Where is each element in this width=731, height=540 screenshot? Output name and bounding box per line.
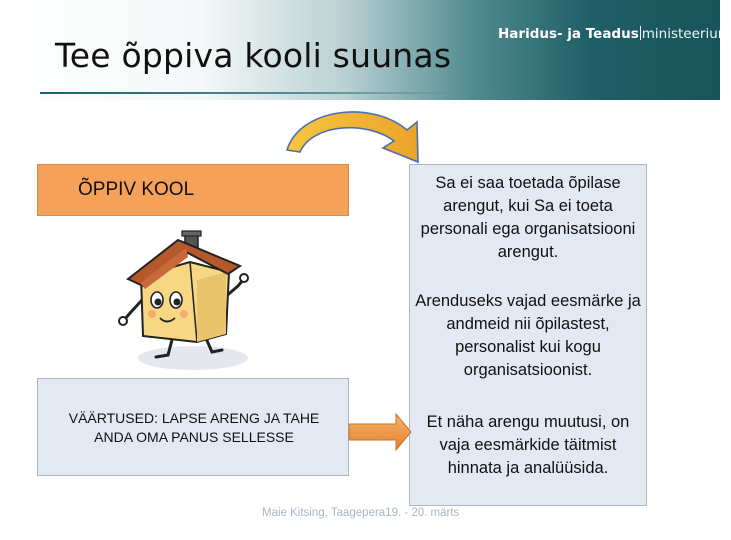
values-label: VÄÄRTUSED: LAPSE ARENG JA TAHE ANDA OMA PANUS SELLESSE [68,410,320,445]
footer-text: Maie Kitsing, Taagepera19. - 20. märts [262,507,460,519]
ministry-name-part2: ministeerium [641,26,731,42]
ministry-name-part1: Haridus- ja Teadus [498,26,639,42]
learning-school-label: ÕPPIV KOOL [78,179,195,200]
info-paragraph-1: Sa ei saa toetada õpilase arengut, kui Sa ei toeta personali ega organisatsiooni arengut. [420,174,636,261]
info-paragraph-3: Et näha arengu muutusi, on vaja eesmärkide täitmist hinnata ja analüüsida. [426,413,630,477]
slide-title: Tee õppiva kooli suunas [55,36,452,75]
info-paragraph-2: Arenduseks vajad eesmärke ja andmeid nii õpilastest, personalist kui kogu organisatsioonist. [415,292,641,379]
